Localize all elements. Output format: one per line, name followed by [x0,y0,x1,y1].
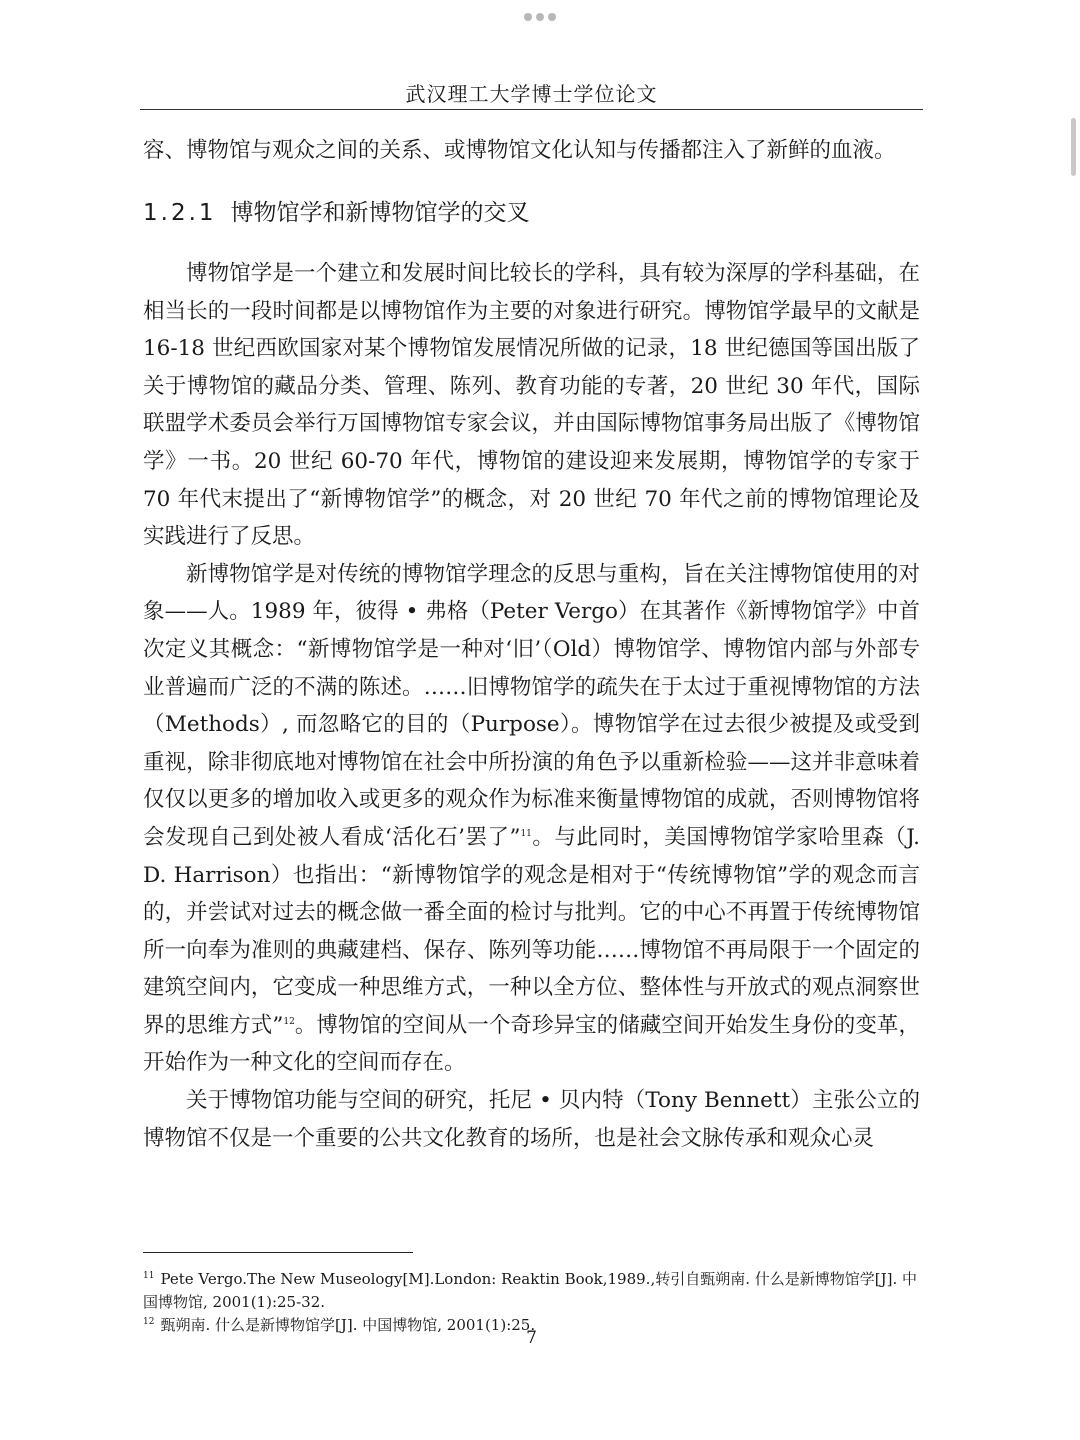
more-options-icon[interactable] [0,6,1080,22]
footnote-text: Pete Vergo.The New Museology[M].London: Reaktin Book,1989.,转引自甄朔南. 什么是新博物馆学[J]. 中国博物馆, 2001(1):25-32. [143,1270,918,1311]
main-body [143,255,920,1157]
page-number: 7 [526,1328,537,1348]
footnotes [143,1268,920,1337]
footnote-ref-12[interactable]: 12 [283,1016,295,1027]
section-heading [143,193,530,233]
footnote-11 [143,1268,920,1314]
intro-paragraph: 容、博物馆与观众之间的关系、或博物馆文化认知与传播都注入了新鲜的血液。 [143,138,896,163]
footnote-marker: 12 [143,1317,155,1327]
page-header-title: 武汉理工大学博士学位论文 [405,82,658,106]
footnote-divider [143,1252,413,1253]
paragraph-2-text-c: 。博物馆的空间从一个奇珍异宝的储藏空间开始发生身份的变革，开始作为一种文化的空间而存在。 [143,1012,920,1076]
section-number: 1.2.1 [143,200,217,226]
paragraph-2-text-a: 新博物馆学是对传统的博物馆学理念的反思与重构，旨在关注博物馆使用的对象——人。1989 年，彼得 • 弗格（Peter Vergo）在其著作《新博物馆学》中首次定义其概念：“新博物馆学是一种对‘旧’（Old）博物馆学、博物馆内部与外部专业普遍而广泛的不满的陈述。……旧博物馆学的疏失在于太过于重视博物馆的方法（Methods）, 而忽略它的目的（Purpose）。博物馆学在过去很少被提及或受到重视，除非彻底地对博物馆在社会中所扮演的角色予以重新检验——这并非意味着仅仅以更多的增加收入或更多的观众作为标准来衡量博物馆的成就，否则博物馆将会发现自己到处被人看成‘活化石’罢了” [143,561,920,850]
header-divider [140,109,923,110]
footnote-marker: 11 [143,1271,155,1281]
paragraph-3-text: 关于博物馆功能与空间的研究，托尼 • 贝内特（Tony Bennett）主张公立的博物馆不仅是一个重要的公共文化教育的场所，也是社会文脉传承和观众心灵 [143,1088,920,1151]
paragraph-1 [143,255,920,556]
paragraph-2-text-b: 。与此同时，美国博物馆学家哈里森（J. D. Harrison）也指出：“新博物馆学的观念是相对于“传统博物馆”学的观念而言的，并尝试对过去的概念做一番全面的检讨与批判。它的中心不再置于传统博物馆所一向奉为准则的典藏建档、保存、陈列等功能……博物馆不再局限于一个固定的建筑空间内，它变成一种思维方式，一种以全方位、整体性与开放式的观点洞察世界的思维方式” [143,824,920,1038]
scrollbar-thumb[interactable] [1071,118,1076,176]
footnote-ref-11[interactable]: 11 [520,828,532,839]
paragraph-2 [143,556,920,1082]
paragraph-1-text: 博物馆学是一个建立和发展时间比较长的学科，具有较为深厚的学科基础，在相当长的一段时间都是以博物馆作为主要的对象进行研究。博物馆学最早的文献是 16-18 世纪西欧国家对某个博物馆发展情况所做的记录，18 世纪德国等国出版了关于博物馆的藏品分类、管理、陈列、教育功能的专著，20 世纪 30 年代，国际联盟学术委员会举行万国博物馆专家会议，并由国际博物馆事务局出版了《博物馆学》一书。20 世纪 60-70 年代，博物馆的建设迎来发展期，博物馆学的专家于 70 年代末提出了“新博物馆学”的概念，对 20 世纪 70 年代之前的博物馆理论及实践进行了反思。 [143,261,920,550]
section-title: 博物馆学和新博物馆学的交叉 [230,200,530,226]
footnote-text: 甄朔南. 什么是新博物馆学[J]. 中国博物馆, 2001(1):25. [160,1316,536,1334]
paragraph-3 [143,1082,920,1157]
